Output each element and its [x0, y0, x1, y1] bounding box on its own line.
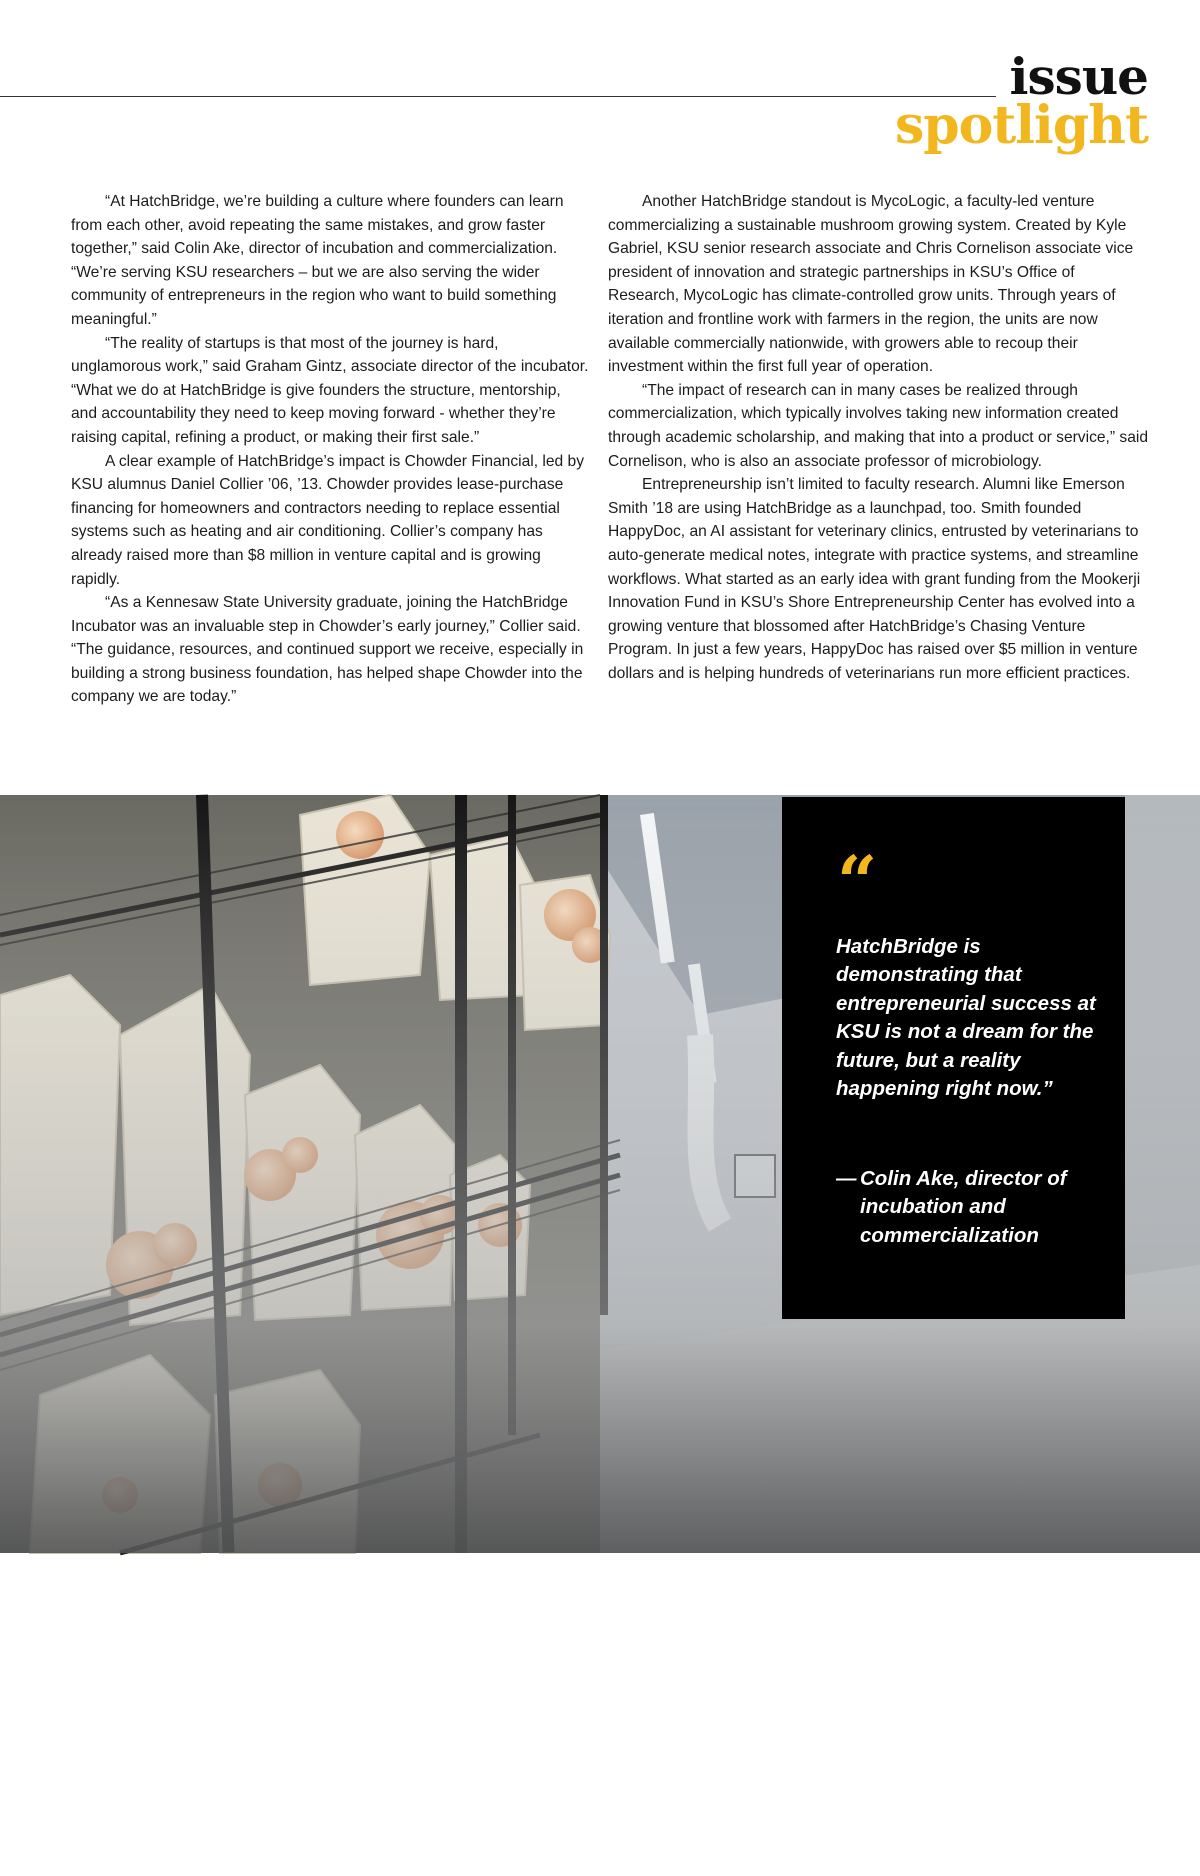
paragraph: “The impact of research can in many cases be realized through commercialization, which typically involves taking new information created through academic scholarship, and making that into a product or service,” said Cornelison, who is also an associate professor of microbiology.: [608, 381, 1149, 470]
paragraph: A clear example of HatchBridge’s impact is Chowder Financial, led by KSU alumnus Daniel Collier ’06, ’13. Chowder provides lease-purchase financing for homeowners and contractors needing to replace essential systems such as heating and air conditioning. Collier’s company has already raised more than $8 million in venture capital and is growing rapidly.: [71, 452, 585, 588]
section-title-spotlight: spotlight: [894, 95, 1148, 156]
paragraph: “The reality of startups is that most of the journey is hard, unglamorous work,” said Graham Gintz, associate director of the incubator. “What we do at HatchBridge is give founders the structure, mentorship, and accountability they need to keep moving forward - whether they’re raising capital, refining a product, or making their first sale.”: [71, 334, 589, 446]
paragraph: Another HatchBridge standout is MycoLogic, a faculty-led venture commercializing a sustainable mushroom growing system. Created by Kyle Gabriel, KSU senior research associate and Chris Cornelison associate vice president of innovation and strategic partnerships in KSU’s Office of Research, MycoLogic has climate-controlled grow units. Through years of iteration and frontline work with farmers in the region, the units are now available commercially nationwide, with growers able to recoup their investment within the first full year of operation.: [608, 193, 1134, 376]
paragraph: “As a Kennesaw State University graduate, joining the HatchBridge Incubator was an invaluable step in Chowder’s early journey,” Collier said. “The guidance, resources, and continued support we receive, especially in building a strong business foundation, has helped shape Chowder into the company we are today.”: [71, 594, 584, 706]
pull-quote-attribution: [836, 1165, 1096, 1250]
right-column: [608, 190, 1148, 685]
attribution-name: Colin Ake, director of incubation and commercialization: [860, 1167, 1067, 1247]
quote-mark-icon: “: [837, 840, 878, 923]
header-rule: [0, 96, 996, 97]
section-title: [894, 47, 1148, 156]
pull-quote-box: [782, 797, 1125, 1319]
left-column: [71, 190, 591, 709]
section-title-issue: issue: [1009, 47, 1148, 106]
pull-quote-text: HatchBridge is demonstrating that entrepreneurial success at KSU is not a dream for the future, but a reality happening right now.”: [836, 935, 1096, 1101]
attribution-dash: —: [836, 1167, 857, 1190]
photo-caption: HATCHBRIDGE MEMBER MYCOLOGIC HAS BROUGHT INNOVATION IN CULINARY MUSHROOM PRODUCTION, DEVELOPED THROUGH KSU RESEARCH, TO THE MARKETPLACE.: [71, 1835, 881, 1873]
paragraph: Entrepreneurship isn’t limited to faculty research. Alumni like Emerson Smith ’18 are using HatchBridge as a launchpad, too. Smith founded HappyDoc, an AI assistant for veterinary clinics, entrusted by veterinarians to auto-generate medical notes, integrate with practice systems, and streamline workflows. What started as an early idea with grant funding from the Mookerji Innovation Fund in KSU’s Shore Entrepreneurship Center has evolved into a growing venture that blossomed after HatchBridge’s Chasing Venture Program. In just a few years, HappyDoc has raised over $5 million in venture dollars and is helping hundreds of veterinarians run more efficient practices.: [608, 476, 1141, 682]
paragraph: “At HatchBridge, we’re building a culture where founders can learn from each other, avoid repeating the same mistakes, and grow faster together,” said Colin Ake, director of incubation and commercialization. “We’re serving KSU researchers – but we are also serving the wider community of entrepreneurs in the region who want to build something meaningful.”: [71, 193, 564, 328]
